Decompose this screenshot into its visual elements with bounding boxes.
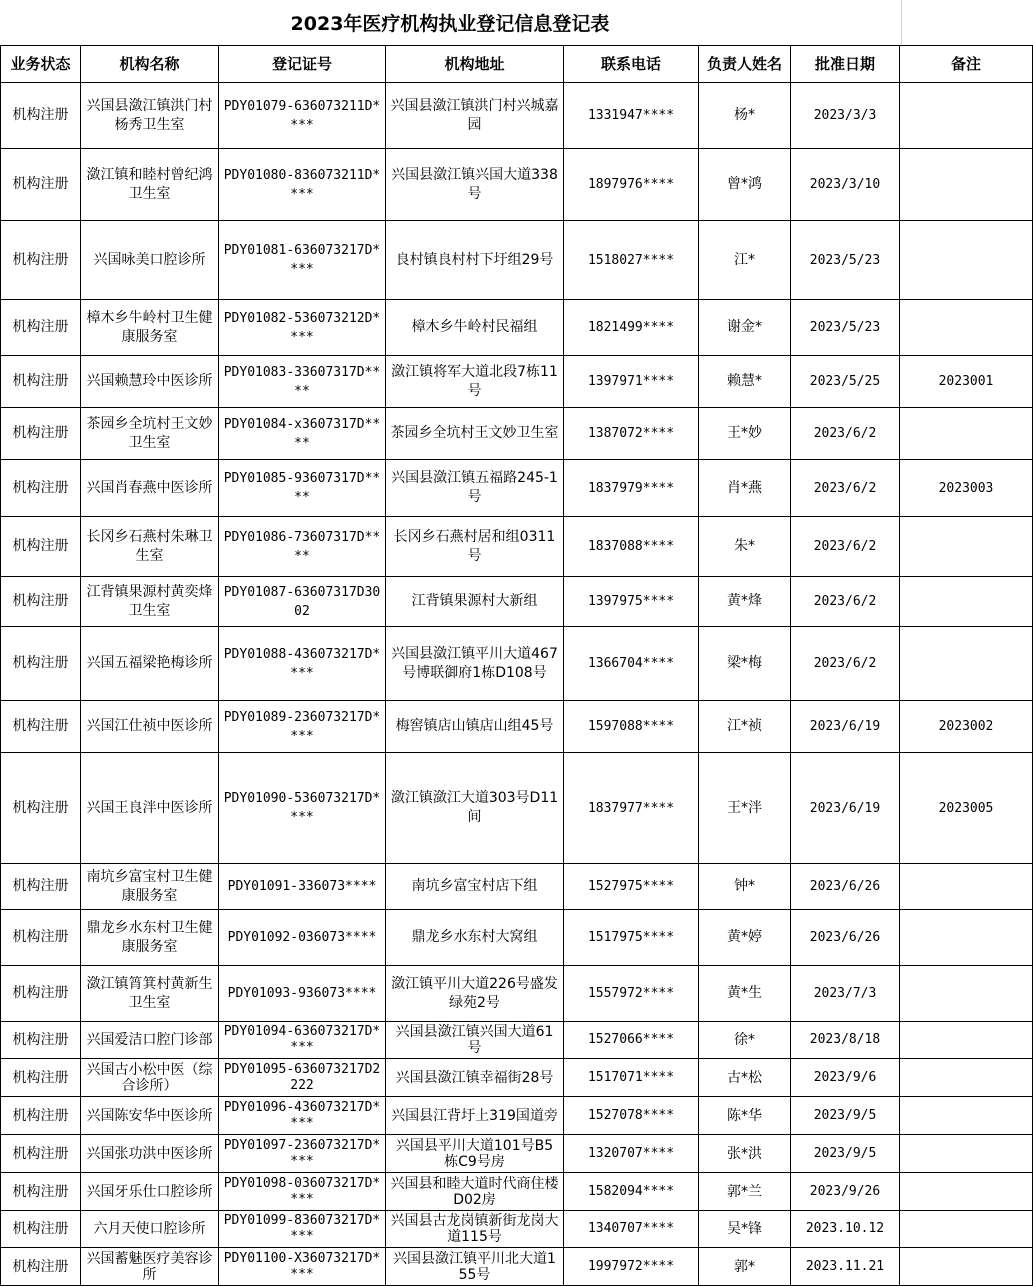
- cell-responsible-person: 黄*生: [699, 966, 791, 1022]
- cell-remarks: [900, 1173, 1033, 1211]
- cell-registration-number: PDY01091-336073****: [219, 864, 386, 910]
- table-header-row: [1, 46, 1033, 83]
- cell-institution-address: 兴国县平川大道101号B5栋C9号房: [386, 1135, 564, 1173]
- cell-phone: 1582094****: [564, 1173, 699, 1211]
- cell-phone: 1557972****: [564, 966, 699, 1022]
- header-business-status: 业务状态: [1, 46, 81, 83]
- cell-institution-name: 潋江镇筲箕村黄新生卫生室: [81, 966, 219, 1022]
- table-row: [1, 966, 1033, 1022]
- cell-institution-address: 江背镇果源村大新组: [386, 577, 564, 627]
- cell-business-status: 机构注册: [1, 221, 81, 300]
- cell-responsible-person: 郭*兰: [699, 1173, 791, 1211]
- cell-remarks: [900, 517, 1033, 577]
- cell-approval-date: 2023.11.21: [791, 1248, 900, 1286]
- cell-institution-name: 兴国县潋江镇洪门村杨秀卫生室: [81, 83, 219, 149]
- cell-remarks: [900, 864, 1033, 910]
- cell-institution-name: 南坑乡富宝村卫生健康服务室: [81, 864, 219, 910]
- cell-phone: 1527975****: [564, 864, 699, 910]
- cell-institution-address: 兴国县潋江镇洪门村兴城嘉园: [386, 83, 564, 149]
- cell-approval-date: 2023/3/3: [791, 83, 900, 149]
- cell-remarks: 2023002: [900, 701, 1033, 753]
- cell-registration-number: PDY01081-636073217D****: [219, 221, 386, 300]
- cell-institution-name: 兴国陈安华中医诊所: [81, 1097, 219, 1135]
- cell-registration-number: PDY01083-33607317D****: [219, 356, 386, 408]
- table-row: [1, 701, 1033, 753]
- cell-approval-date: 2023/3/10: [791, 149, 900, 221]
- cell-responsible-person: 古*松: [699, 1059, 791, 1097]
- cell-business-status: 机构注册: [1, 1097, 81, 1135]
- cell-remarks: [900, 1211, 1033, 1248]
- cell-approval-date: 2023/9/5: [791, 1097, 900, 1135]
- cell-responsible-person: 郭*: [699, 1248, 791, 1286]
- cell-institution-name: 兴国王良泮中医诊所: [81, 753, 219, 864]
- cell-institution-address: 兴国县潋江镇兴国大道338号: [386, 149, 564, 221]
- cell-approval-date: 2023/6/2: [791, 577, 900, 627]
- cell-phone: 1527078****: [564, 1097, 699, 1135]
- cell-responsible-person: 钟*: [699, 864, 791, 910]
- cell-remarks: [900, 627, 1033, 701]
- cell-responsible-person: 吴*锋: [699, 1211, 791, 1248]
- table-body: [1, 83, 1033, 1286]
- cell-approval-date: 2023/6/2: [791, 627, 900, 701]
- table-row: [1, 149, 1033, 221]
- cell-institution-address: 长冈乡石燕村居和组0311号: [386, 517, 564, 577]
- cell-remarks: [900, 408, 1033, 460]
- cell-responsible-person: 徐*: [699, 1022, 791, 1059]
- header-institution-name: 机构名称: [81, 46, 219, 83]
- table-row: [1, 577, 1033, 627]
- cell-institution-address: 茶园乡全坑村王文妙卫生室: [386, 408, 564, 460]
- cell-phone: 1517071****: [564, 1059, 699, 1097]
- cell-remarks: [900, 1135, 1033, 1173]
- table-row: [1, 910, 1033, 966]
- cell-institution-address: 兴国县潋江镇平川大道467号博联御府1栋D108号: [386, 627, 564, 701]
- cell-approval-date: 2023/6/2: [791, 517, 900, 577]
- cell-institution-address: 兴国县古龙岗镇新街龙岗大道115号: [386, 1211, 564, 1248]
- cell-approval-date: 2023/8/18: [791, 1022, 900, 1059]
- cell-approval-date: 2023/6/26: [791, 864, 900, 910]
- cell-institution-name: 兴国江仕祯中医诊所: [81, 701, 219, 753]
- registration-table: [0, 45, 1033, 1286]
- cell-institution-name: 兴国牙乐仕口腔诊所: [81, 1173, 219, 1211]
- cell-business-status: 机构注册: [1, 149, 81, 221]
- cell-remarks: [900, 300, 1033, 356]
- cell-responsible-person: 陈*华: [699, 1097, 791, 1135]
- cell-registration-number: PDY01084-x3607317D****: [219, 408, 386, 460]
- cell-institution-name: 长冈乡石燕村朱琳卫生室: [81, 517, 219, 577]
- cell-business-status: 机构注册: [1, 356, 81, 408]
- cell-remarks: [900, 1248, 1033, 1286]
- cell-institution-address: 潋江镇平川大道226号盛发绿苑2号: [386, 966, 564, 1022]
- cell-institution-address: 兴国县潋江镇兴国大道61号: [386, 1022, 564, 1059]
- cell-phone: 1517975****: [564, 910, 699, 966]
- cell-responsible-person: 朱*: [699, 517, 791, 577]
- cell-institution-address: 兴国县和睦大道时代商住楼D02房: [386, 1173, 564, 1211]
- cell-business-status: 机构注册: [1, 627, 81, 701]
- cell-responsible-person: 谢金*: [699, 300, 791, 356]
- cell-phone: 1387072****: [564, 408, 699, 460]
- table-row: [1, 627, 1033, 701]
- title-divider: [901, 0, 902, 45]
- table-row: [1, 300, 1033, 356]
- cell-institution-name: 茶园乡全坑村王文妙卫生室: [81, 408, 219, 460]
- cell-registration-number: PDY01079-636073211D****: [219, 83, 386, 149]
- cell-approval-date: 2023/9/5: [791, 1135, 900, 1173]
- table-row: [1, 356, 1033, 408]
- cell-business-status: 机构注册: [1, 517, 81, 577]
- cell-phone: 1997972****: [564, 1248, 699, 1286]
- cell-business-status: 机构注册: [1, 910, 81, 966]
- cell-business-status: 机构注册: [1, 300, 81, 356]
- cell-approval-date: 2023/6/2: [791, 408, 900, 460]
- cell-responsible-person: 黄*婷: [699, 910, 791, 966]
- cell-institution-name: 鼎龙乡水东村卫生健康服务室: [81, 910, 219, 966]
- cell-responsible-person: 梁*梅: [699, 627, 791, 701]
- cell-registration-number: PDY01089-236073217D****: [219, 701, 386, 753]
- cell-responsible-person: 肖*燕: [699, 460, 791, 517]
- cell-registration-number: PDY01087-63607317D3002: [219, 577, 386, 627]
- cell-institution-address: 梅窖镇店山镇店山组45号: [386, 701, 564, 753]
- cell-remarks: [900, 577, 1033, 627]
- table-row: [1, 1059, 1033, 1097]
- cell-responsible-person: 江*: [699, 221, 791, 300]
- cell-approval-date: 2023/5/25: [791, 356, 900, 408]
- cell-approval-date: 2023/5/23: [791, 221, 900, 300]
- cell-registration-number: PDY01092-036073****: [219, 910, 386, 966]
- table-row: [1, 864, 1033, 910]
- cell-business-status: 机构注册: [1, 1173, 81, 1211]
- cell-institution-name: 六月天使口腔诊所: [81, 1211, 219, 1248]
- cell-phone: 1518027****: [564, 221, 699, 300]
- cell-phone: 1837979****: [564, 460, 699, 517]
- cell-registration-number: PDY01094-636073217D****: [219, 1022, 386, 1059]
- cell-business-status: 机构注册: [1, 460, 81, 517]
- cell-responsible-person: 曾*鸿: [699, 149, 791, 221]
- cell-approval-date: 2023/7/3: [791, 966, 900, 1022]
- table-row: [1, 408, 1033, 460]
- cell-institution-name: 兴国赖慧玲中医诊所: [81, 356, 219, 408]
- cell-responsible-person: 赖慧*: [699, 356, 791, 408]
- table-row: [1, 517, 1033, 577]
- header-phone: 联系电话: [564, 46, 699, 83]
- cell-business-status: 机构注册: [1, 864, 81, 910]
- cell-phone: 1320707****: [564, 1135, 699, 1173]
- header-institution-address: 机构地址: [386, 46, 564, 83]
- cell-phone: 1527066****: [564, 1022, 699, 1059]
- cell-institution-address: 鼎龙乡水东村大窝组: [386, 910, 564, 966]
- cell-remarks: [900, 83, 1033, 149]
- cell-approval-date: 2023/6/2: [791, 460, 900, 517]
- cell-responsible-person: 王*妙: [699, 408, 791, 460]
- cell-institution-name: 兴国张功洪中医诊所: [81, 1135, 219, 1173]
- cell-approval-date: 2023/9/6: [791, 1059, 900, 1097]
- cell-registration-number: PDY01082-536073212D****: [219, 300, 386, 356]
- table-row: [1, 1211, 1033, 1248]
- cell-registration-number: PDY01100-X36073217D****: [219, 1248, 386, 1286]
- cell-responsible-person: 杨*: [699, 83, 791, 149]
- cell-business-status: 机构注册: [1, 1022, 81, 1059]
- header-approval-date: 批准日期: [791, 46, 900, 83]
- header-registration-number: 登记证号: [219, 46, 386, 83]
- cell-institution-name: 兴国蓄魅医疗美容诊所: [81, 1248, 219, 1286]
- cell-institution-name: 江背镇果源村黄奕烽卫生室: [81, 577, 219, 627]
- cell-remarks: [900, 221, 1033, 300]
- cell-registration-number: PDY01088-436073217D****: [219, 627, 386, 701]
- cell-institution-name: 兴国肖春燕中医诊所: [81, 460, 219, 517]
- cell-remarks: 2023005: [900, 753, 1033, 864]
- cell-remarks: [900, 1097, 1033, 1135]
- cell-remarks: 2023003: [900, 460, 1033, 517]
- cell-registration-number: PDY01086-73607317D****: [219, 517, 386, 577]
- table-row: [1, 83, 1033, 149]
- table-row: [1, 753, 1033, 864]
- cell-responsible-person: 王*泮: [699, 753, 791, 864]
- cell-responsible-person: 黄*烽: [699, 577, 791, 627]
- cell-institution-name: 潋江镇和睦村曾纪鸿卫生室: [81, 149, 219, 221]
- cell-institution-address: 兴国县江背圩上319国道旁: [386, 1097, 564, 1135]
- cell-registration-number: PDY01093-936073****: [219, 966, 386, 1022]
- cell-business-status: 机构注册: [1, 701, 81, 753]
- cell-institution-name: 樟木乡牛岭村卫生健康服务室: [81, 300, 219, 356]
- cell-phone: 1366704****: [564, 627, 699, 701]
- table-row: [1, 221, 1033, 300]
- cell-registration-number: PDY01096-436073217D****: [219, 1097, 386, 1135]
- cell-phone: 1397971****: [564, 356, 699, 408]
- cell-registration-number: PDY01098-036073217D****: [219, 1173, 386, 1211]
- cell-responsible-person: 江*祯: [699, 701, 791, 753]
- table-row: [1, 1135, 1033, 1173]
- cell-phone: 1821499****: [564, 300, 699, 356]
- cell-registration-number: PDY01090-536073217D****: [219, 753, 386, 864]
- cell-registration-number: PDY01085-93607317D****: [219, 460, 386, 517]
- cell-institution-address: 良村镇良村村下圩组29号: [386, 221, 564, 300]
- cell-business-status: 机构注册: [1, 966, 81, 1022]
- cell-phone: 1837977****: [564, 753, 699, 864]
- cell-responsible-person: 张*洪: [699, 1135, 791, 1173]
- cell-institution-address: 潋江镇潋江大道303号D11间: [386, 753, 564, 864]
- cell-business-status: 机构注册: [1, 753, 81, 864]
- cell-institution-name: 兴国咏美口腔诊所: [81, 221, 219, 300]
- header-remarks: 备注: [900, 46, 1033, 83]
- cell-phone: 1837088****: [564, 517, 699, 577]
- cell-institution-name: 兴国五福梁艳梅诊所: [81, 627, 219, 701]
- table-row: [1, 460, 1033, 517]
- cell-phone: 1331947****: [564, 83, 699, 149]
- cell-business-status: 机构注册: [1, 408, 81, 460]
- cell-institution-name: 兴国古小松中医（综合诊所）: [81, 1059, 219, 1097]
- table-row: [1, 1248, 1033, 1286]
- cell-approval-date: 2023.10.12: [791, 1211, 900, 1248]
- cell-approval-date: 2023/5/23: [791, 300, 900, 356]
- cell-business-status: 机构注册: [1, 577, 81, 627]
- cell-institution-address: 樟木乡牛岭村民福组: [386, 300, 564, 356]
- page-title: 2023年医疗机构执业登记信息登记表: [290, 13, 610, 35]
- table-row: [1, 1097, 1033, 1135]
- cell-remarks: [900, 966, 1033, 1022]
- cell-approval-date: 2023/6/19: [791, 753, 900, 864]
- cell-institution-address: 兴国县潋江镇幸福街28号: [386, 1059, 564, 1097]
- cell-business-status: 机构注册: [1, 83, 81, 149]
- cell-remarks: [900, 1059, 1033, 1097]
- cell-phone: 1340707****: [564, 1211, 699, 1248]
- cell-remarks: [900, 149, 1033, 221]
- cell-remarks: 2023001: [900, 356, 1033, 408]
- cell-institution-address: 兴国县潋江镇五福路245-1号: [386, 460, 564, 517]
- cell-business-status: 机构注册: [1, 1211, 81, 1248]
- table-row: [1, 1173, 1033, 1211]
- cell-business-status: 机构注册: [1, 1135, 81, 1173]
- cell-phone: 1897976****: [564, 149, 699, 221]
- cell-approval-date: 2023/6/26: [791, 910, 900, 966]
- cell-registration-number: PDY01095-636073217D2222: [219, 1059, 386, 1097]
- cell-remarks: [900, 1022, 1033, 1059]
- cell-business-status: 机构注册: [1, 1248, 81, 1286]
- cell-phone: 1597088****: [564, 701, 699, 753]
- cell-remarks: [900, 910, 1033, 966]
- cell-approval-date: 2023/9/26: [791, 1173, 900, 1211]
- cell-institution-name: 兴国爱洁口腔门诊部: [81, 1022, 219, 1059]
- cell-phone: 1397975****: [564, 577, 699, 627]
- cell-institution-address: 南坑乡富宝村店下组: [386, 864, 564, 910]
- cell-institution-address: 潋江镇将军大道北段7栋11号: [386, 356, 564, 408]
- cell-approval-date: 2023/6/19: [791, 701, 900, 753]
- header-responsible-person: 负责人姓名: [699, 46, 791, 83]
- cell-registration-number: PDY01099-836073217D****: [219, 1211, 386, 1248]
- cell-business-status: 机构注册: [1, 1059, 81, 1097]
- table-row: [1, 1022, 1033, 1059]
- cell-registration-number: PDY01097-236073217D****: [219, 1135, 386, 1173]
- cell-institution-address: 兴国县潋江镇平川北大道155号: [386, 1248, 564, 1286]
- cell-registration-number: PDY01080-836073211D****: [219, 149, 386, 221]
